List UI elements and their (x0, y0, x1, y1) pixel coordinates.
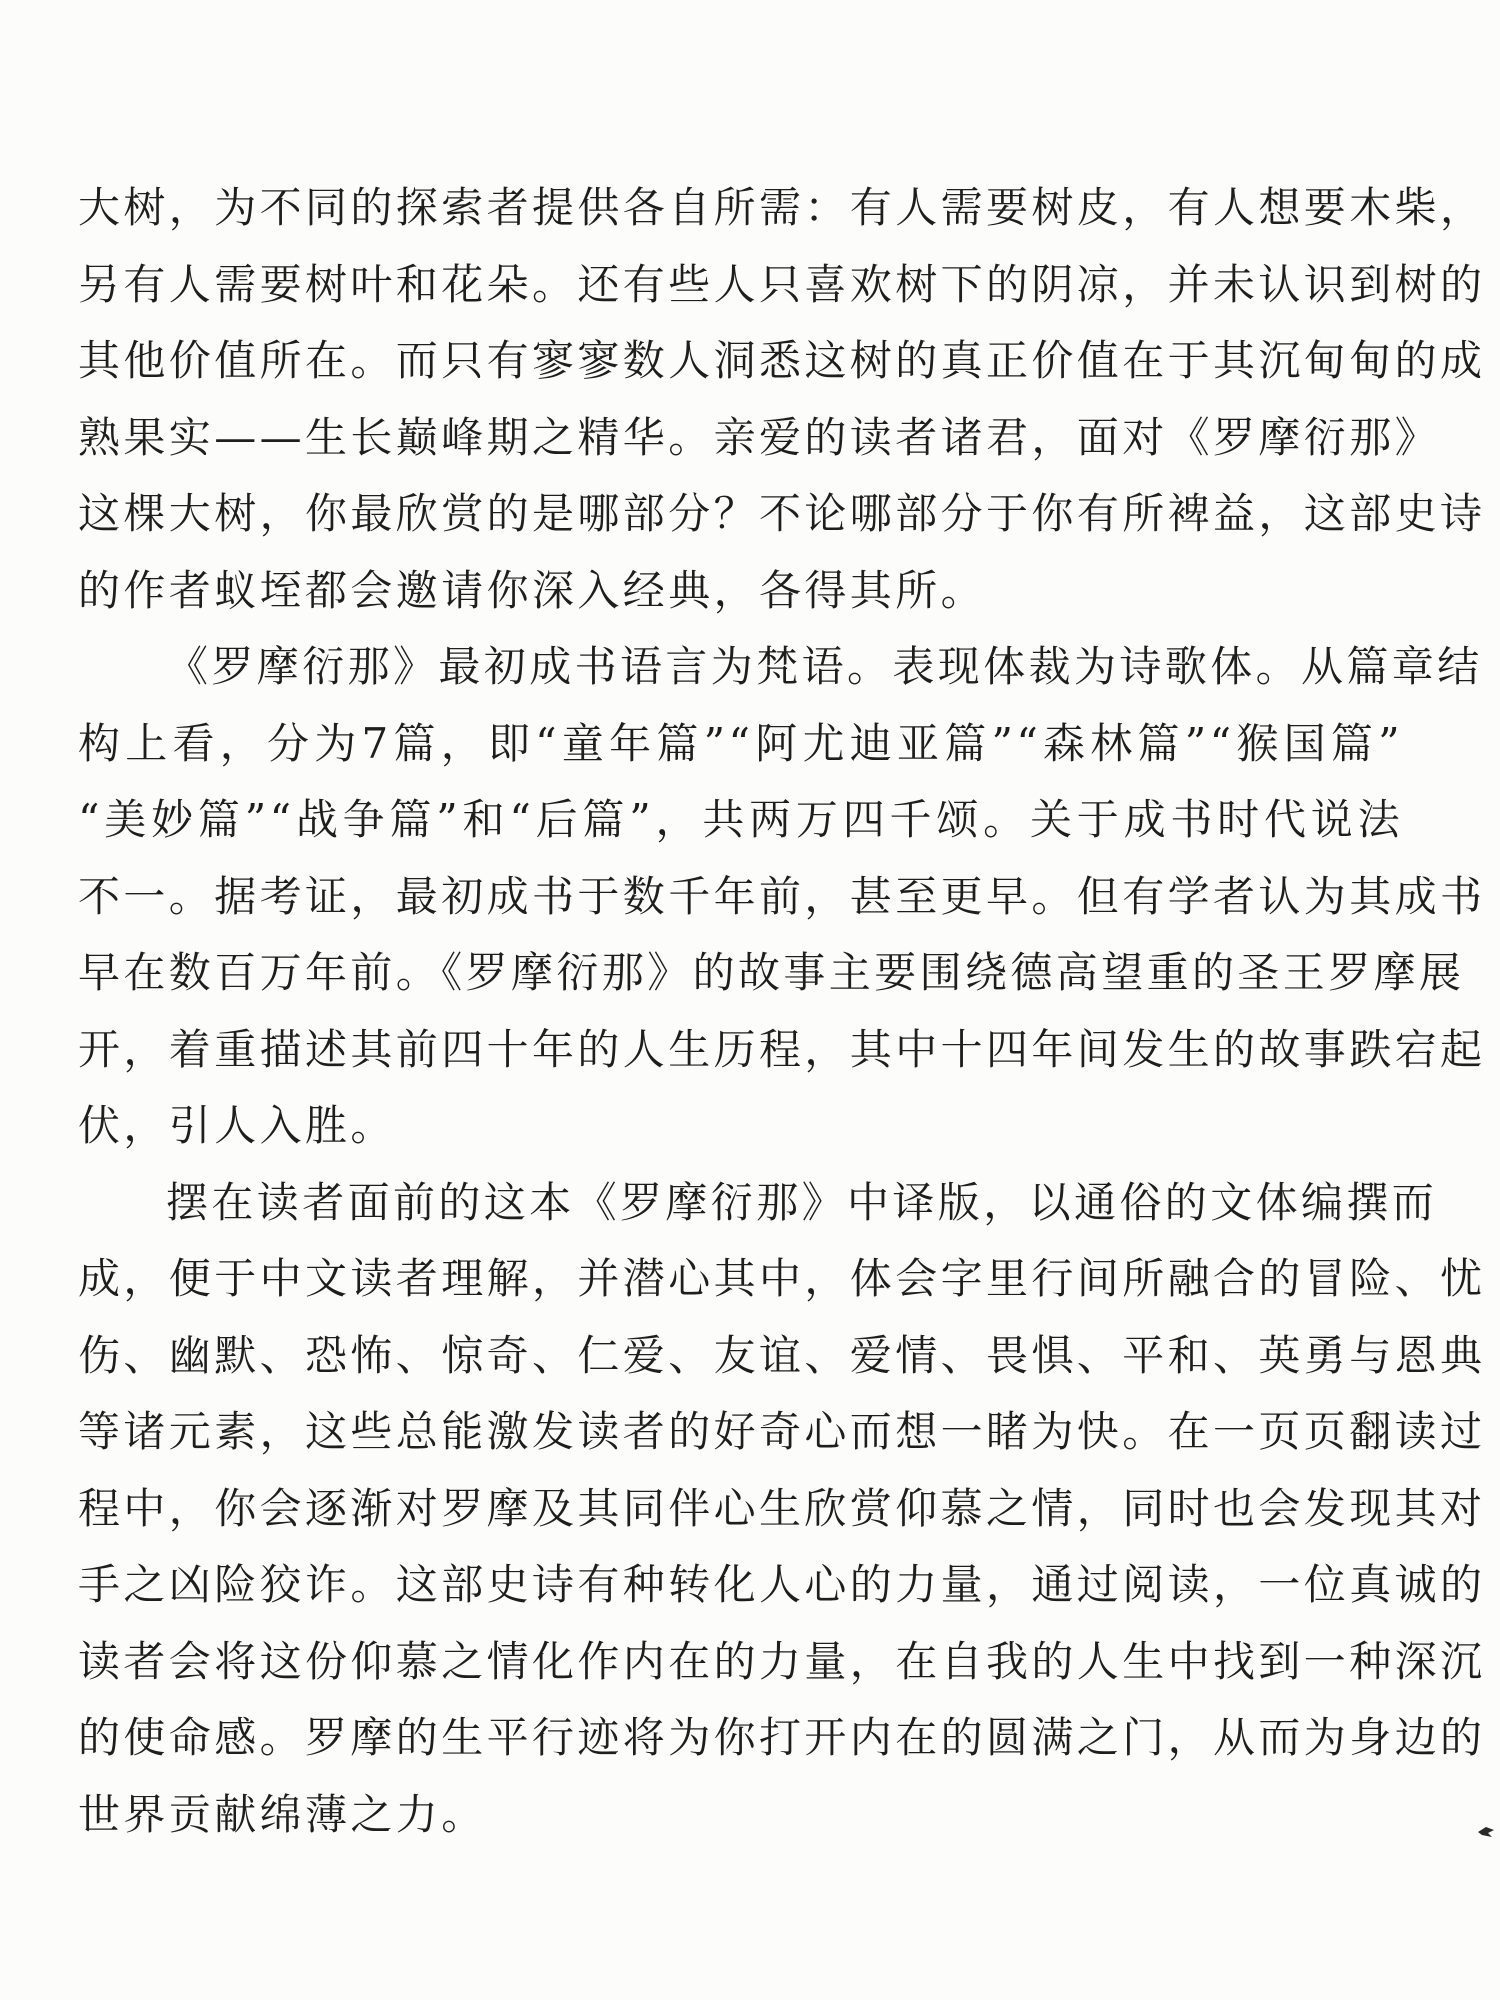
text-line: 成，便于中文读者理解，并潜心其中，体会字里行间所融合的冒险、忧 (78, 1254, 1486, 1303)
text-line: 等诸元素，这些总能激发读者的好奇心而想一睹为快。在一页页翻读过 (78, 1407, 1486, 1456)
text-line: 世界贡献绵薄之力。 (78, 1789, 487, 1839)
text-line: 构上看，分为7篇，即“童年篇”“阿尤迪亚篇”“森林篇”“猴国篇” (78, 718, 1403, 768)
text-line: 开，着重描述其前四十年的人生历程，其中十四年间发生的故事跌宕起 (78, 1024, 1486, 1074)
text-line: 熟果实——生长巅峰期之精华。亲爱的读者诸君，面对《罗摩衍那》 (78, 412, 1441, 462)
text-line: 《罗摩衍那》最初成书语言为梵语。表现体裁为诗歌体。从篇章结 (166, 642, 1483, 691)
paragraph (78, 1165, 1486, 1854)
text-line: 的作者蚁垤都会邀请你深入经典，各得其所。 (78, 565, 987, 615)
text-line: “美妙篇”“战争篇”和“后篇”，共两万四千颂。关于成书时代说法 (78, 795, 1403, 844)
paragraph (78, 170, 1486, 629)
text-line: 大树，为不同的探索者提供各自所需：有人需要树皮，有人想要木柴， (78, 183, 1486, 232)
text-line: 摆在读者面前的这本《罗摩衍那》中译版，以通俗的文体编撰而 (166, 1177, 1438, 1227)
text-line: 伤、幽默、恐怖、惊奇、仁爱、友谊、爱情、畏惧、平和、英勇与恩典 (78, 1330, 1486, 1380)
text-line: 手之凶险狡诈。这部史诗有种转化人心的力量，通过阅读，一位真诚的 (78, 1560, 1486, 1609)
body-text (78, 170, 1486, 1853)
text-line: 读者会将这份仰慕之情化作内在的力量，在自我的人生中找到一种深沉 (78, 1636, 1486, 1686)
text-line: 的使命感。罗摩的生平行迹将为你打开内在的圆满之门，从而为身边的 (78, 1713, 1486, 1762)
text-line: 早在数百万年前。《罗摩衍那》的故事主要围绕德高望重的圣王罗摩展 (78, 948, 1465, 997)
text-line: 这棵大树，你最欣赏的是哪部分？不论哪部分于你有所裨益，这部史诗 (78, 489, 1486, 538)
text-line: 其他价值所在。而只有寥寥数人洞悉这树的真正价值在于其沉甸甸的成 (78, 336, 1486, 385)
text-line: 程中，你会逐渐对罗摩及其同伴心生欣赏仰慕之情，同时也会发现其对 (78, 1483, 1486, 1533)
text-line: 伏，引人入胜。 (78, 1101, 396, 1150)
paragraph (78, 629, 1486, 1165)
text-line: 不一。据考证，最初成书于数千年前，甚至更早。但有学者认为其成书 (78, 871, 1486, 921)
page-edge-mark (1476, 1824, 1496, 1838)
text-line: 另有人需要树叶和花朵。还有些人只喜欢树下的阴凉，并未认识到树的 (78, 259, 1486, 309)
